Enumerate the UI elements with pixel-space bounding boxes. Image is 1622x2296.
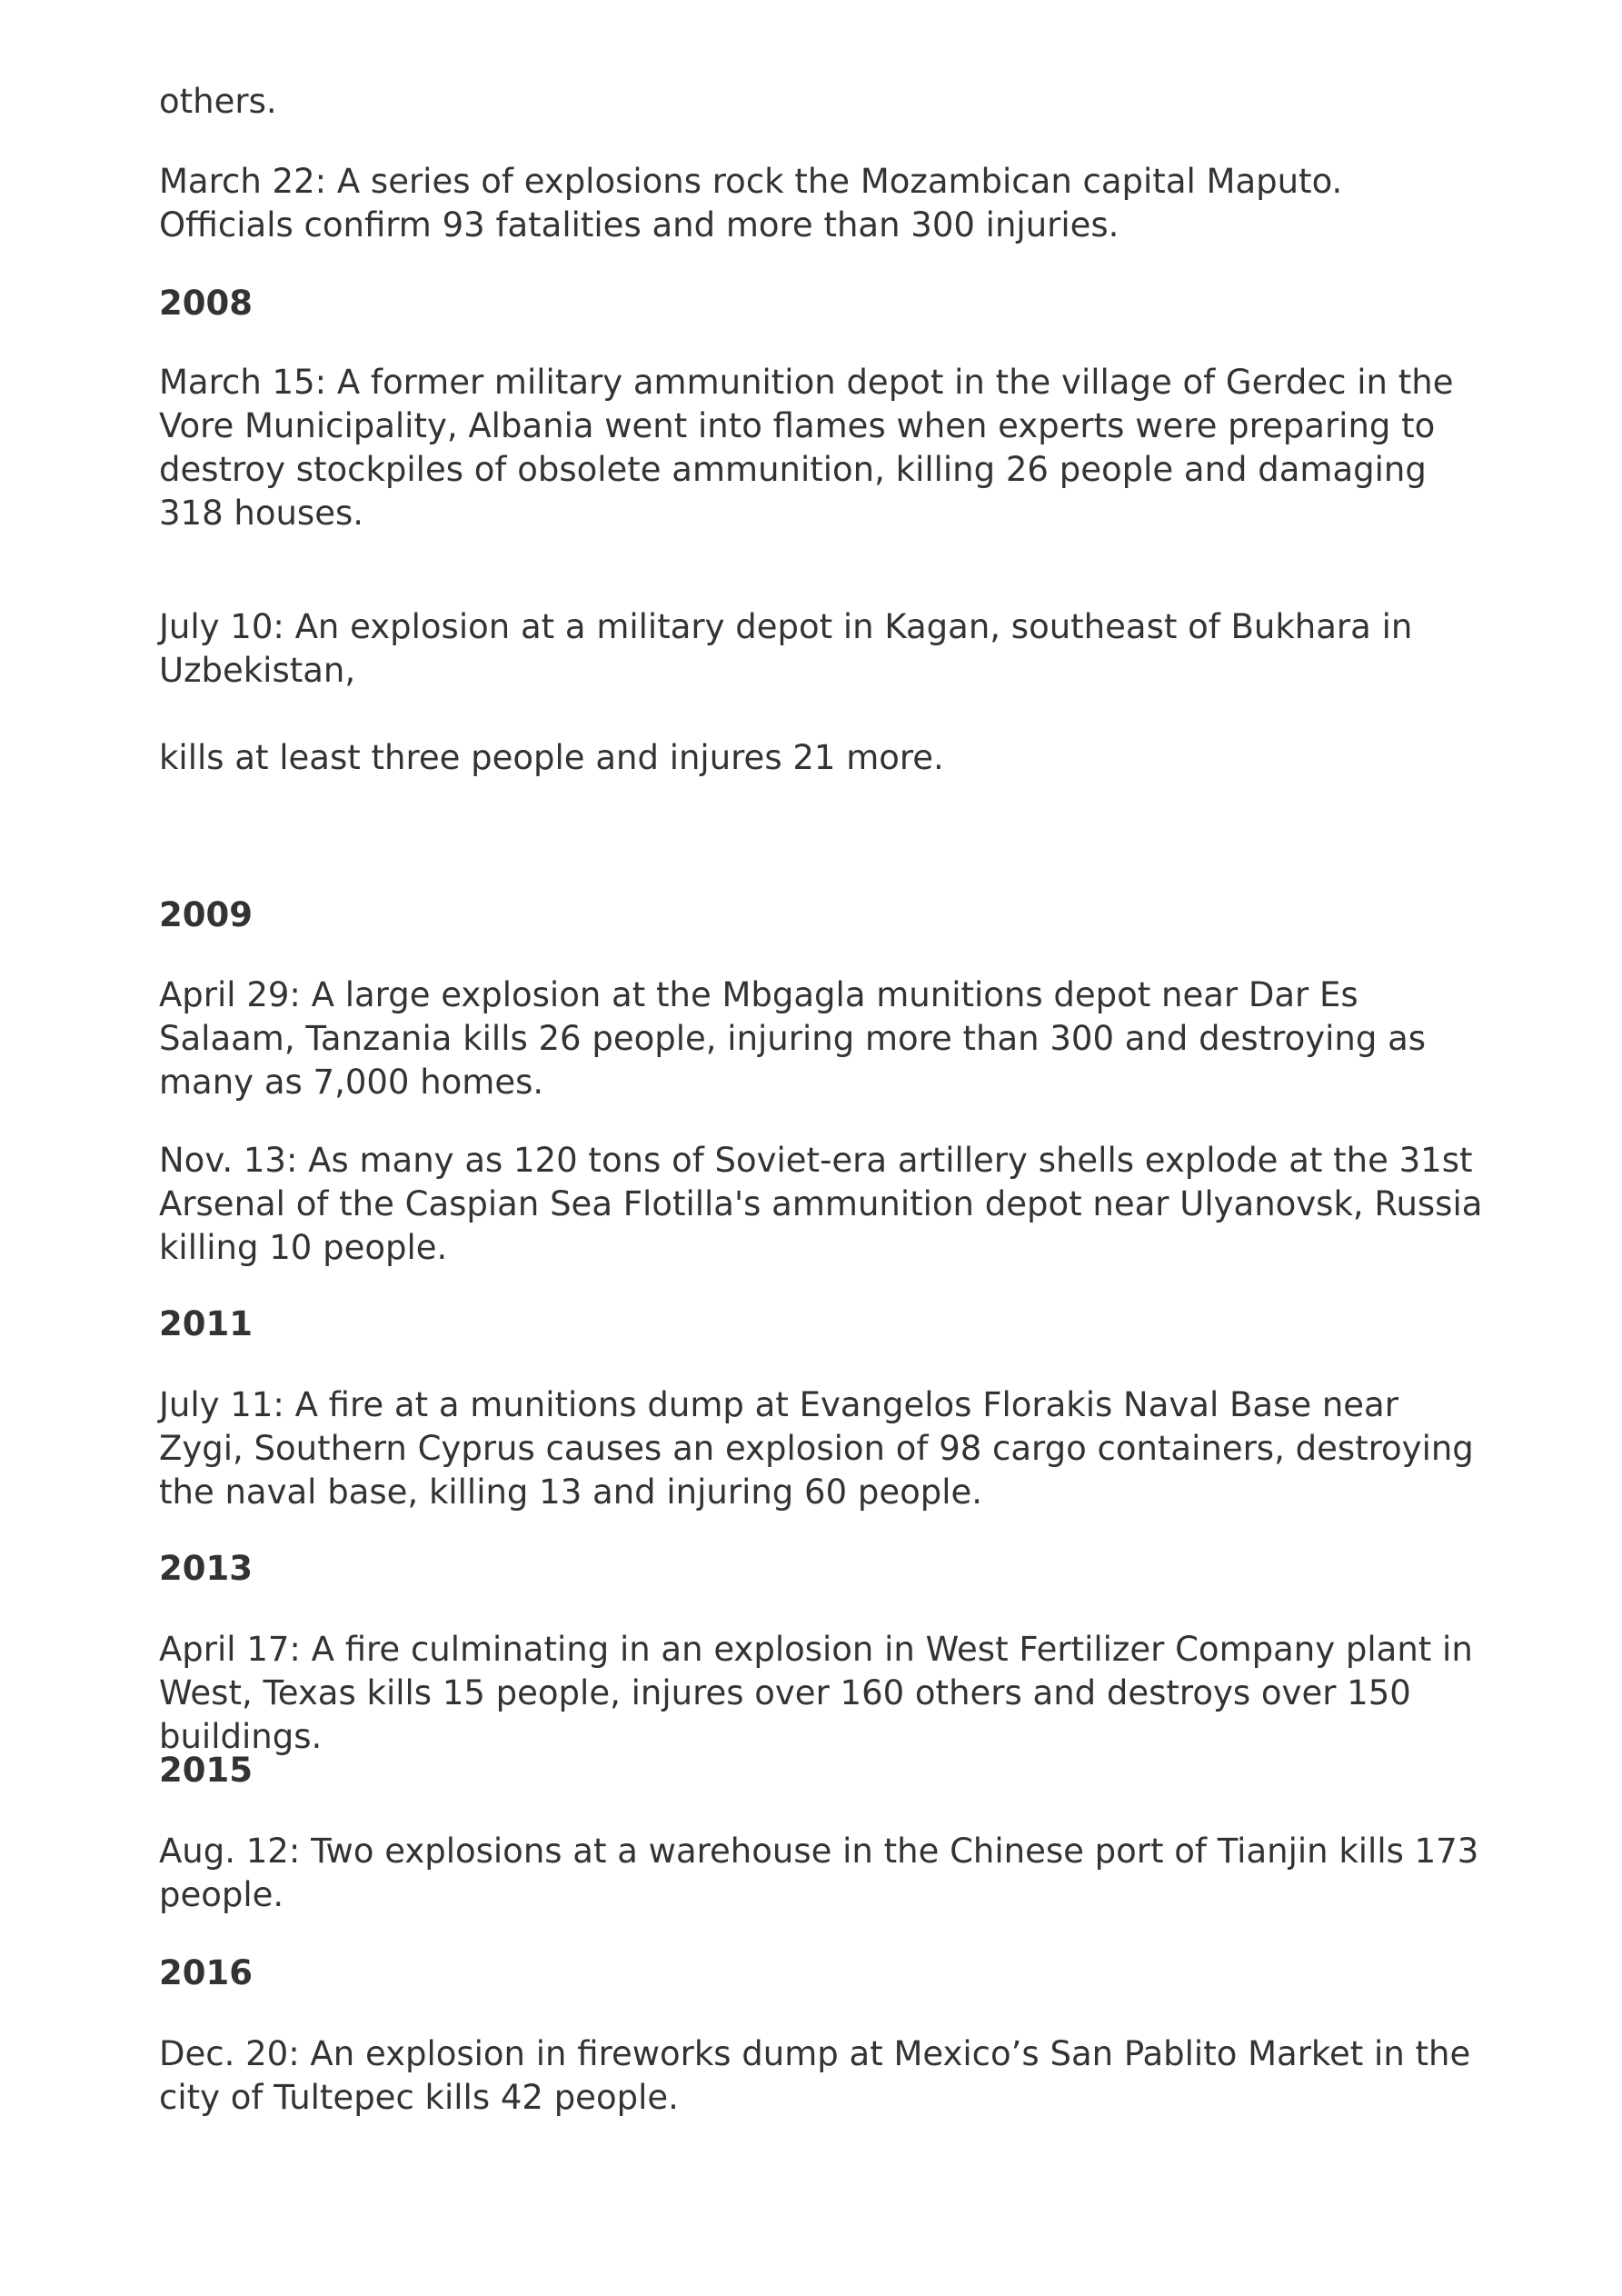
entry-2008-kagan-part1: July 10: An explosion at a military depot in Kagan, southeast of Bukhara in Uzbekistan, (159, 607, 1413, 690)
entry-2009-tanzania: April 29: A large explosion at the Mbgagla munitions depot near Dar Es Salaam, Tanzania kills 26 people, injuring more than 300 and destroying as many as 7,000 homes. (159, 975, 1427, 1102)
year-heading-2011: 2011 (159, 1304, 253, 1343)
year-heading-2013: 2013 (159, 1549, 253, 1588)
entry-2008-gerdec: March 15: A former military ammunition depot in the village of Gerdec in the Vore Municipality, Albania went into flames when experts were preparing to destroy stockpiles of obsolete ammunition, killing 26 people and damaging 318 houses. (159, 363, 1454, 533)
year-heading-2009: 2009 (159, 895, 253, 934)
entry-2009-russia: Nov. 13: As many as 120 tons of Soviet-era artillery shells explode at the 31st Arsenal of the Caspian Sea Flotilla's ammunition depot near Ulyanovsk, Russia killing 10 people. (159, 1141, 1483, 1267)
entry-2016-mexico: Dec. 20: An explosion in fireworks dump at Mexico’s San Pablito Market in the city of Tultepec kills 42 people. (159, 2034, 1471, 2117)
year-heading-2015: 2015 (159, 1751, 253, 1790)
entry-2007-maputo: March 22: A series of explosions rock the Mozambican capital Maputo. Officials confirm 93 fatalities and more than 300 injuries. (159, 162, 1343, 245)
entry-2013-texas: April 17: A fire culminating in an explosion in West Fertilizer Company plant in West, Texas kills 15 people, injures over 160 others and destroys over 150 buildings. (159, 1630, 1473, 1756)
entry-2015-tianjin: Aug. 12: Two explosions at a warehouse in the Chinese port of Tianjin kills 173 people. (159, 1832, 1479, 1914)
entry-2008-kagan-part2: kills at least three people and injures 21 more. (159, 738, 944, 777)
continuation-text: others. (159, 82, 277, 121)
year-heading-2008: 2008 (159, 284, 253, 323)
year-heading-2016: 2016 (159, 1953, 253, 1992)
entry-2011-cyprus: July 11: A fire at a munitions dump at Evangelos Florakis Naval Base near Zygi, Southern Cyprus causes an explosion of 98 cargo containers, destroying the naval base, killing 13 and injuring 60 people. (159, 1385, 1474, 1512)
